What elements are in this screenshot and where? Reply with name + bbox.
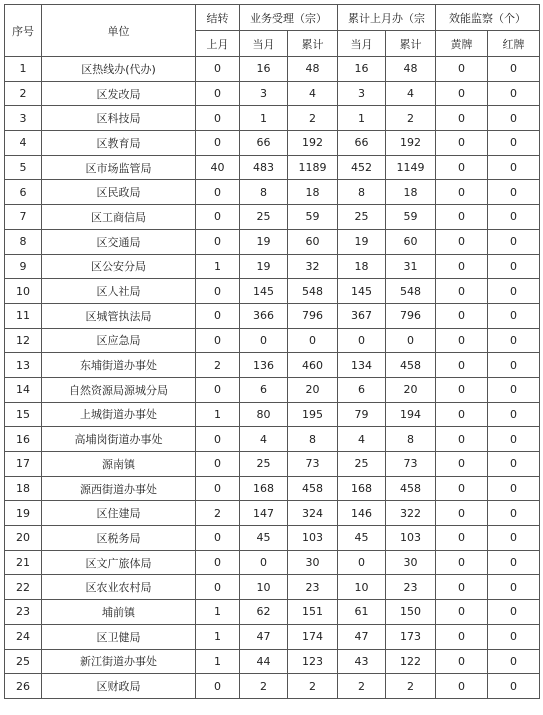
cell-total: 73 [288, 452, 338, 477]
cell-yellow: 0 [436, 279, 488, 304]
cell-total: 174 [288, 624, 338, 649]
cell-red: 0 [488, 81, 540, 106]
cell-unit: 源南镇 [42, 452, 196, 477]
cell-total: 2 [288, 106, 338, 131]
cell-yellow: 0 [436, 624, 488, 649]
cell-total: 60 [288, 229, 338, 254]
cell-this-month-2: 3 [338, 81, 386, 106]
cell-unit: 区税务局 [42, 526, 196, 551]
cell-red: 0 [488, 402, 540, 427]
cell-this-month: 147 [240, 501, 288, 526]
cell-this-month: 6 [240, 377, 288, 402]
cell-last-month: 0 [196, 526, 240, 551]
header-transfer: 结转 [196, 5, 240, 31]
cell-this-month: 19 [240, 229, 288, 254]
cell-total-2: 20 [386, 377, 436, 402]
cell-seq: 18 [5, 476, 42, 501]
cell-seq: 21 [5, 550, 42, 575]
table-row [5, 550, 540, 575]
cell-last-month: 2 [196, 501, 240, 526]
cell-total: 59 [288, 205, 338, 230]
cell-seq: 12 [5, 328, 42, 353]
cell-total: 32 [288, 254, 338, 279]
cell-seq: 8 [5, 229, 42, 254]
cell-red: 0 [488, 205, 540, 230]
cell-total: 18 [288, 180, 338, 205]
cell-last-month: 0 [196, 131, 240, 156]
cell-yellow: 0 [436, 205, 488, 230]
cell-yellow: 0 [436, 501, 488, 526]
cell-this-month: 16 [240, 57, 288, 82]
cell-unit: 区应急局 [42, 328, 196, 353]
header-yellow: 黄牌 [436, 31, 488, 57]
table-row [5, 624, 540, 649]
cell-yellow: 0 [436, 328, 488, 353]
table-row [5, 328, 540, 353]
cell-total-2: 796 [386, 303, 436, 328]
header-red: 红牌 [488, 31, 540, 57]
cell-this-month: 45 [240, 526, 288, 551]
cell-this-month-2: 145 [338, 279, 386, 304]
table-row [5, 155, 540, 180]
table-row [5, 205, 540, 230]
cell-yellow: 0 [436, 550, 488, 575]
cell-this-month: 483 [240, 155, 288, 180]
cell-total-2: 73 [386, 452, 436, 477]
cell-this-month: 0 [240, 328, 288, 353]
cell-total-2: 0 [386, 328, 436, 353]
cell-red: 0 [488, 328, 540, 353]
cell-unit: 区工商信局 [42, 205, 196, 230]
cell-this-month: 66 [240, 131, 288, 156]
table-row [5, 600, 540, 625]
header-total-2: 累计 [386, 31, 436, 57]
table-row [5, 229, 540, 254]
cell-seq: 9 [5, 254, 42, 279]
cell-last-month: 0 [196, 180, 240, 205]
cell-total: 324 [288, 501, 338, 526]
cell-unit: 区热线办(代办) [42, 57, 196, 82]
cell-this-month-2: 1 [338, 106, 386, 131]
header-total: 累计 [288, 31, 338, 57]
cell-last-month: 0 [196, 328, 240, 353]
cell-this-month: 44 [240, 649, 288, 674]
cell-last-month: 2 [196, 353, 240, 378]
cell-seq: 4 [5, 131, 42, 156]
cell-this-month-2: 6 [338, 377, 386, 402]
cell-unit: 源西街道办事处 [42, 476, 196, 501]
cell-this-month: 25 [240, 452, 288, 477]
cell-unit: 区市场监管局 [42, 155, 196, 180]
cell-this-month-2: 47 [338, 624, 386, 649]
cell-red: 0 [488, 526, 540, 551]
cell-red: 0 [488, 303, 540, 328]
cell-total: 460 [288, 353, 338, 378]
cell-yellow: 0 [436, 57, 488, 82]
cell-seq: 2 [5, 81, 42, 106]
table-row [5, 254, 540, 279]
table-row [5, 377, 540, 402]
cell-total: 195 [288, 402, 338, 427]
cell-yellow: 0 [436, 452, 488, 477]
cell-seq: 10 [5, 279, 42, 304]
cell-yellow: 0 [436, 229, 488, 254]
cell-unit: 高埔岗街道办事处 [42, 427, 196, 452]
cell-total: 2 [288, 674, 338, 699]
table-row [5, 575, 540, 600]
cell-yellow: 0 [436, 180, 488, 205]
cell-last-month: 0 [196, 106, 240, 131]
cell-red: 0 [488, 674, 540, 699]
cell-total-2: 458 [386, 353, 436, 378]
cell-yellow: 0 [436, 155, 488, 180]
cell-yellow: 0 [436, 476, 488, 501]
cell-total-2: 173 [386, 624, 436, 649]
cell-this-month-2: 10 [338, 575, 386, 600]
cell-last-month: 1 [196, 600, 240, 625]
cell-this-month-2: 452 [338, 155, 386, 180]
cell-seq: 6 [5, 180, 42, 205]
cell-total-2: 48 [386, 57, 436, 82]
cell-seq: 23 [5, 600, 42, 625]
cell-last-month: 0 [196, 377, 240, 402]
cell-unit: 区发改局 [42, 81, 196, 106]
cell-total: 796 [288, 303, 338, 328]
cell-total-2: 30 [386, 550, 436, 575]
cell-total-2: 548 [386, 279, 436, 304]
cell-red: 0 [488, 131, 540, 156]
header-unit: 单位 [42, 5, 196, 57]
table-row [5, 452, 540, 477]
table-row [5, 501, 540, 526]
cell-total-2: 150 [386, 600, 436, 625]
table-header [5, 5, 540, 57]
cell-total-2: 1149 [386, 155, 436, 180]
cell-seq: 24 [5, 624, 42, 649]
cell-total: 458 [288, 476, 338, 501]
cell-red: 0 [488, 649, 540, 674]
cell-this-month-2: 43 [338, 649, 386, 674]
cell-total: 23 [288, 575, 338, 600]
cell-last-month: 0 [196, 81, 240, 106]
table-row [5, 57, 540, 82]
cell-red: 0 [488, 353, 540, 378]
cell-seq: 3 [5, 106, 42, 131]
cell-red: 0 [488, 600, 540, 625]
cell-this-month: 25 [240, 205, 288, 230]
header-business: 业务受理（宗） [240, 5, 338, 31]
cell-red: 0 [488, 229, 540, 254]
cell-total-2: 194 [386, 402, 436, 427]
cell-this-month-2: 79 [338, 402, 386, 427]
cell-total-2: 122 [386, 649, 436, 674]
cell-last-month: 0 [196, 674, 240, 699]
cell-total-2: 2 [386, 106, 436, 131]
cell-unit: 自然资源局源城分局 [42, 377, 196, 402]
cell-red: 0 [488, 155, 540, 180]
cell-seq: 25 [5, 649, 42, 674]
cell-yellow: 0 [436, 81, 488, 106]
cell-unit: 区财政局 [42, 674, 196, 699]
cell-yellow: 0 [436, 106, 488, 131]
cell-this-month: 10 [240, 575, 288, 600]
cell-this-month: 168 [240, 476, 288, 501]
header-efficiency: 效能监察（个） [436, 5, 540, 31]
cell-red: 0 [488, 106, 540, 131]
table-row [5, 106, 540, 131]
cell-unit: 上城街道办事处 [42, 402, 196, 427]
cell-this-month-2: 367 [338, 303, 386, 328]
cell-total-2: 192 [386, 131, 436, 156]
cell-this-month: 47 [240, 624, 288, 649]
cell-total: 103 [288, 526, 338, 551]
cell-this-month-2: 0 [338, 550, 386, 575]
cell-unit: 区交通局 [42, 229, 196, 254]
cell-last-month: 0 [196, 427, 240, 452]
cell-red: 0 [488, 452, 540, 477]
cell-seq: 19 [5, 501, 42, 526]
cell-unit: 埔前镇 [42, 600, 196, 625]
header-row-top [5, 5, 540, 31]
cell-red: 0 [488, 377, 540, 402]
cell-this-month: 8 [240, 180, 288, 205]
header-this-month-2: 当月 [338, 31, 386, 57]
cell-this-month: 366 [240, 303, 288, 328]
cell-seq: 1 [5, 57, 42, 82]
cell-seq: 16 [5, 427, 42, 452]
cell-last-month: 40 [196, 155, 240, 180]
cell-total: 548 [288, 279, 338, 304]
cell-total-2: 4 [386, 81, 436, 106]
table-row [5, 476, 540, 501]
cell-red: 0 [488, 476, 540, 501]
cell-total: 20 [288, 377, 338, 402]
cell-this-month: 0 [240, 550, 288, 575]
cell-yellow: 0 [436, 377, 488, 402]
cell-this-month: 80 [240, 402, 288, 427]
cell-unit: 区教育局 [42, 131, 196, 156]
table-row [5, 131, 540, 156]
cell-last-month: 1 [196, 254, 240, 279]
cell-total-2: 59 [386, 205, 436, 230]
cell-last-month: 1 [196, 649, 240, 674]
cell-red: 0 [488, 575, 540, 600]
cell-this-month-2: 134 [338, 353, 386, 378]
cell-unit: 区农业农村局 [42, 575, 196, 600]
cell-this-month: 1 [240, 106, 288, 131]
cell-this-month-2: 146 [338, 501, 386, 526]
cell-seq: 5 [5, 155, 42, 180]
table-row [5, 180, 540, 205]
cell-total-2: 2 [386, 674, 436, 699]
cell-last-month: 0 [196, 279, 240, 304]
cell-seq: 26 [5, 674, 42, 699]
cell-unit: 区公安分局 [42, 254, 196, 279]
cell-yellow: 0 [436, 353, 488, 378]
cell-this-month-2: 2 [338, 674, 386, 699]
cell-this-month-2: 25 [338, 205, 386, 230]
cell-this-month-2: 18 [338, 254, 386, 279]
cell-yellow: 0 [436, 600, 488, 625]
cell-last-month: 0 [196, 550, 240, 575]
cell-this-month: 3 [240, 81, 288, 106]
cell-seq: 20 [5, 526, 42, 551]
cell-total: 1189 [288, 155, 338, 180]
table-row [5, 427, 540, 452]
cell-this-month: 145 [240, 279, 288, 304]
cell-total: 4 [288, 81, 338, 106]
cell-total: 151 [288, 600, 338, 625]
cell-total: 30 [288, 550, 338, 575]
table-row [5, 649, 540, 674]
cell-yellow: 0 [436, 131, 488, 156]
cell-unit: 区民政局 [42, 180, 196, 205]
cell-last-month: 0 [196, 476, 240, 501]
header-seq: 序号 [5, 5, 42, 57]
cell-this-month: 19 [240, 254, 288, 279]
cell-total-2: 60 [386, 229, 436, 254]
cell-last-month: 1 [196, 402, 240, 427]
cell-this-month-2: 16 [338, 57, 386, 82]
cell-seq: 11 [5, 303, 42, 328]
cell-this-month-2: 66 [338, 131, 386, 156]
cell-this-month: 2 [240, 674, 288, 699]
cell-this-month: 4 [240, 427, 288, 452]
cell-seq: 7 [5, 205, 42, 230]
cell-this-month-2: 19 [338, 229, 386, 254]
cell-yellow: 0 [436, 575, 488, 600]
cell-yellow: 0 [436, 427, 488, 452]
cell-red: 0 [488, 57, 540, 82]
cell-total-2: 458 [386, 476, 436, 501]
cell-this-month-2: 8 [338, 180, 386, 205]
cell-total: 123 [288, 649, 338, 674]
cell-seq: 14 [5, 377, 42, 402]
cell-seq: 13 [5, 353, 42, 378]
cell-last-month: 0 [196, 452, 240, 477]
header-last-month: 上月 [196, 31, 240, 57]
cell-yellow: 0 [436, 674, 488, 699]
cell-this-month: 62 [240, 600, 288, 625]
cell-this-month-2: 25 [338, 452, 386, 477]
cell-red: 0 [488, 427, 540, 452]
cell-red: 0 [488, 279, 540, 304]
cell-unit: 区卫健局 [42, 624, 196, 649]
table-row [5, 353, 540, 378]
table-row [5, 674, 540, 699]
cell-unit: 区文广旅体局 [42, 550, 196, 575]
cell-this-month-2: 0 [338, 328, 386, 353]
cell-total-2: 31 [386, 254, 436, 279]
cell-this-month: 136 [240, 353, 288, 378]
cell-this-month-2: 45 [338, 526, 386, 551]
cell-last-month: 0 [196, 57, 240, 82]
cell-yellow: 0 [436, 303, 488, 328]
table-row [5, 526, 540, 551]
cell-unit: 区城管执法局 [42, 303, 196, 328]
cell-last-month: 0 [196, 205, 240, 230]
cell-yellow: 0 [436, 402, 488, 427]
cell-total-2: 103 [386, 526, 436, 551]
cell-red: 0 [488, 180, 540, 205]
cell-last-month: 0 [196, 575, 240, 600]
cell-unit: 新江街道办事处 [42, 649, 196, 674]
cell-yellow: 0 [436, 526, 488, 551]
cell-unit: 区科技局 [42, 106, 196, 131]
cell-seq: 22 [5, 575, 42, 600]
cell-unit: 东埔街道办事处 [42, 353, 196, 378]
cell-total-2: 18 [386, 180, 436, 205]
cell-total: 8 [288, 427, 338, 452]
header-this-month: 当月 [240, 31, 288, 57]
statistics-table [4, 4, 540, 699]
cell-red: 0 [488, 550, 540, 575]
cell-total: 0 [288, 328, 338, 353]
table-body [5, 57, 540, 699]
cell-yellow: 0 [436, 254, 488, 279]
cell-total-2: 8 [386, 427, 436, 452]
table-row [5, 81, 540, 106]
header-cumulative: 累计上月办（宗 [338, 5, 436, 31]
cell-last-month: 1 [196, 624, 240, 649]
cell-unit: 区人社局 [42, 279, 196, 304]
cell-total-2: 322 [386, 501, 436, 526]
table-row [5, 402, 540, 427]
table-row [5, 279, 540, 304]
cell-yellow: 0 [436, 649, 488, 674]
cell-total: 48 [288, 57, 338, 82]
cell-last-month: 0 [196, 229, 240, 254]
cell-seq: 17 [5, 452, 42, 477]
cell-total: 192 [288, 131, 338, 156]
cell-unit: 区住建局 [42, 501, 196, 526]
table-row [5, 303, 540, 328]
cell-last-month: 0 [196, 303, 240, 328]
cell-red: 0 [488, 624, 540, 649]
cell-this-month-2: 4 [338, 427, 386, 452]
cell-seq: 15 [5, 402, 42, 427]
cell-red: 0 [488, 501, 540, 526]
cell-this-month-2: 168 [338, 476, 386, 501]
cell-this-month-2: 61 [338, 600, 386, 625]
cell-total-2: 23 [386, 575, 436, 600]
cell-red: 0 [488, 254, 540, 279]
